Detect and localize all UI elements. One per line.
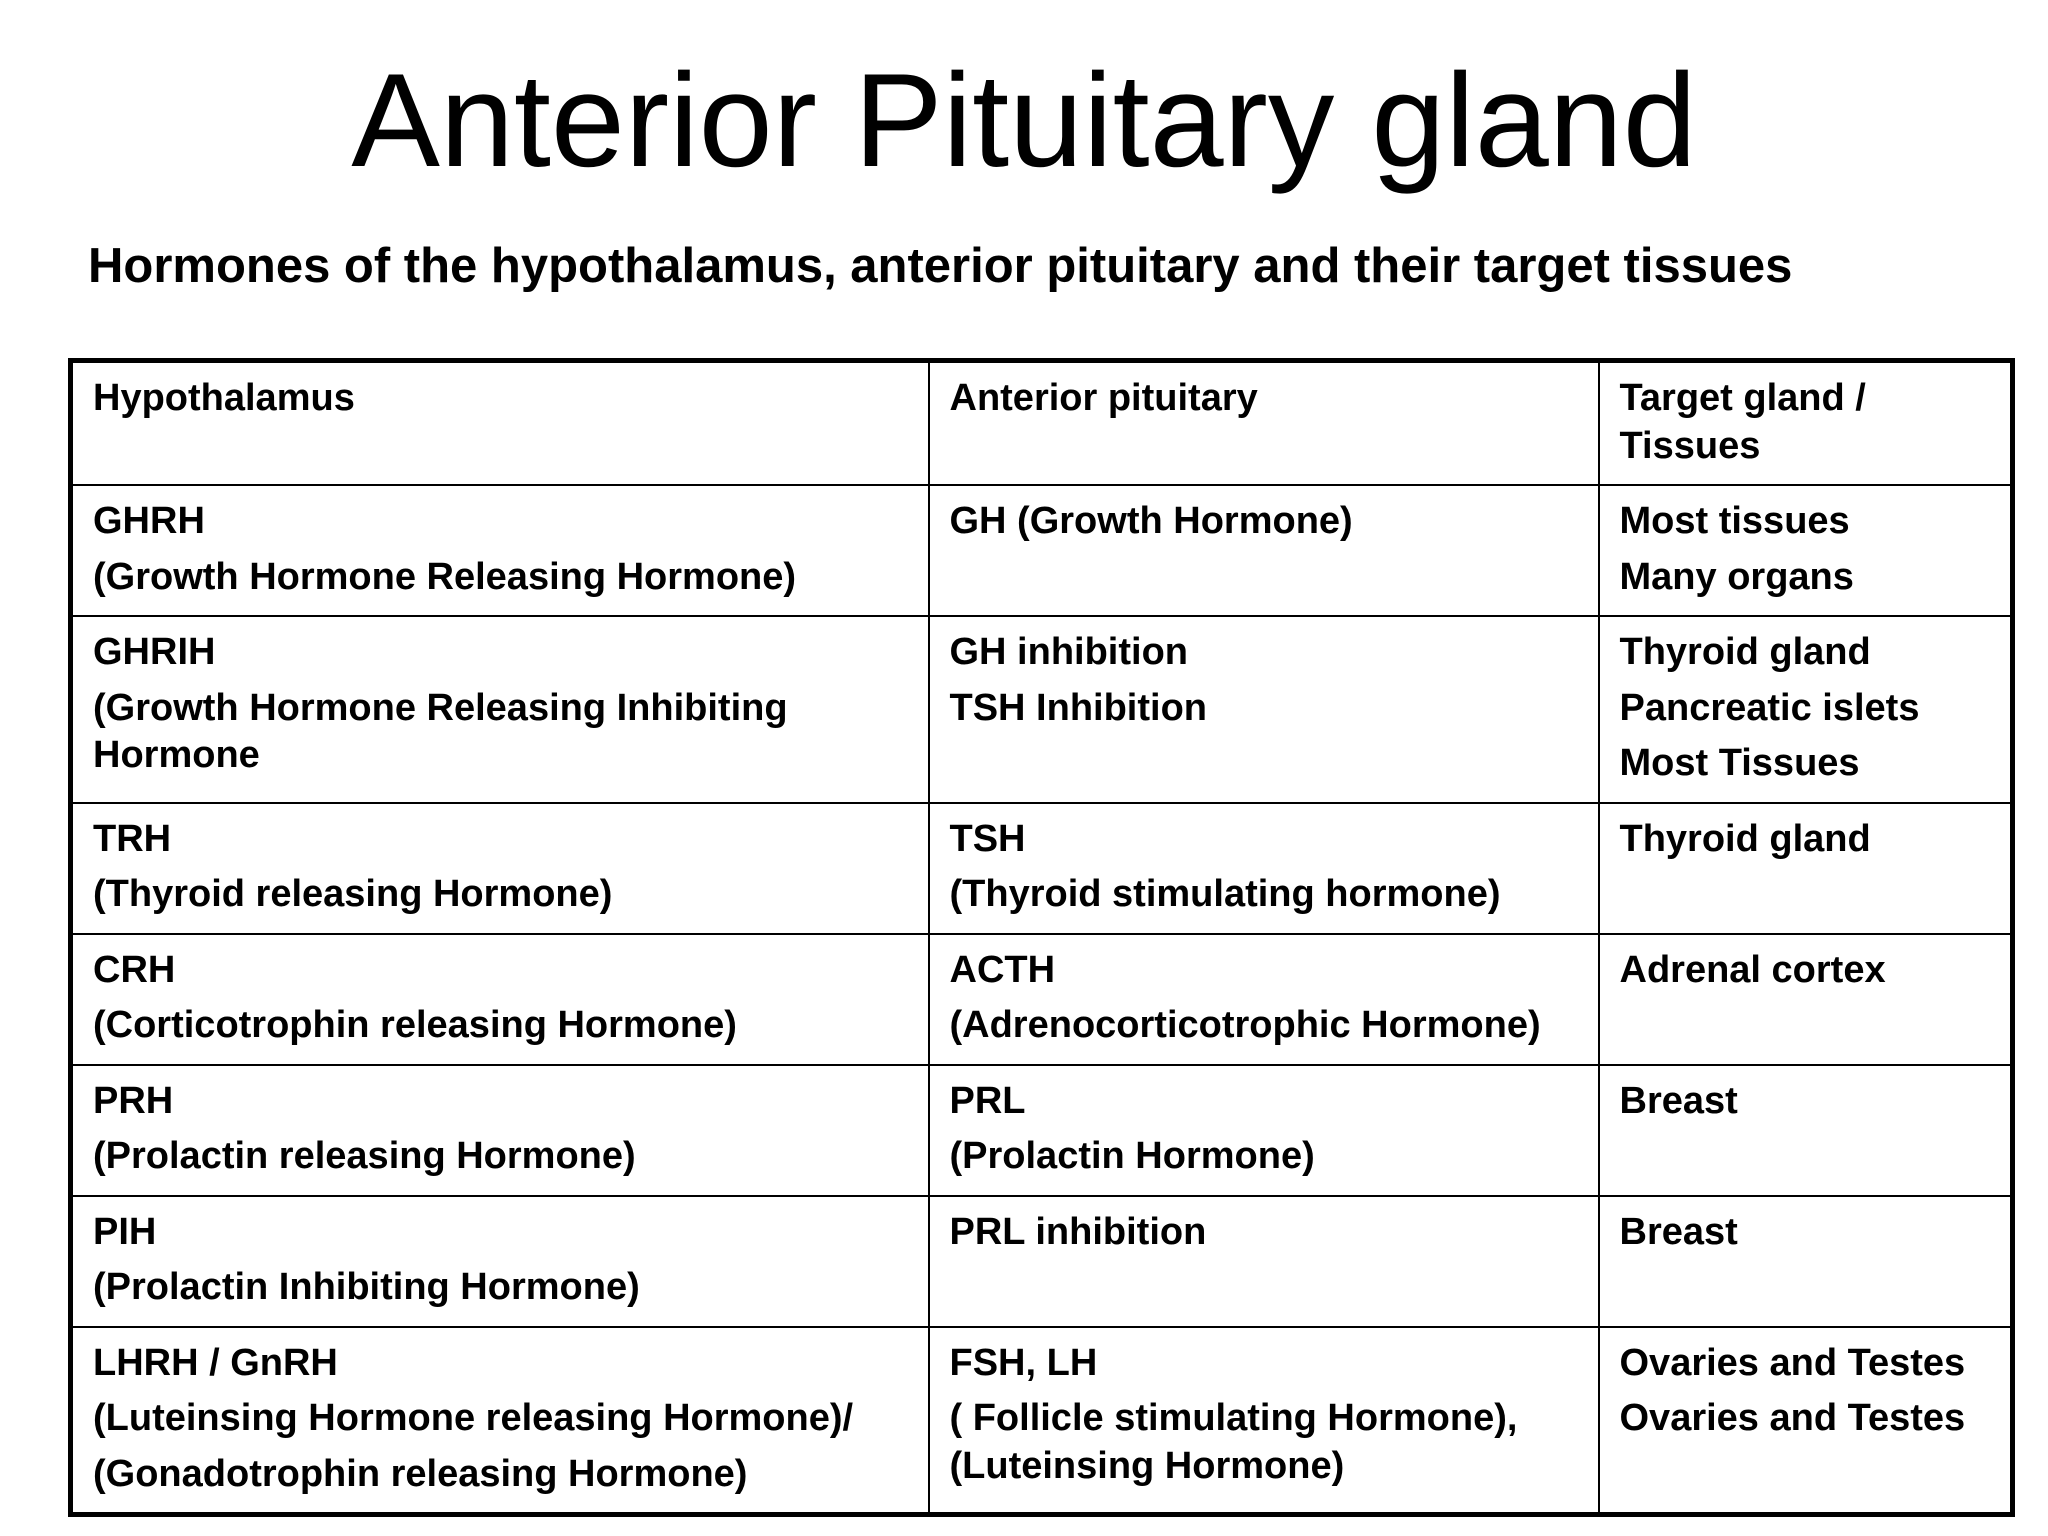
- cell-text: TSH: [949, 817, 1026, 860]
- cell-text: Many organs: [1619, 555, 1854, 598]
- cell-text: PRL inhibition: [949, 1210, 1207, 1253]
- cell-text: ( Follicle stimulating Hormone),: [949, 1397, 1518, 1439]
- cell-target: [1599, 1065, 2013, 1196]
- cell-hypothalamus: [71, 934, 929, 1065]
- cell-text: PRL: [949, 1079, 1026, 1122]
- table-row: [71, 803, 2013, 934]
- cell-text: Thyroid gland: [1619, 817, 1871, 860]
- cell-text: (Gonadotrophin releasing Hormone): [93, 1452, 748, 1495]
- cell-text: (Growth Hormone Releasing Hormone): [93, 555, 797, 598]
- cell-text: (Growth Hormone Releasing Inhibiting Hormone: [93, 686, 788, 776]
- cell-text: ACTH: [949, 948, 1056, 991]
- header-target: Target gland / Tissues: [1599, 361, 2013, 486]
- table-row: [71, 485, 2013, 616]
- table-row: [71, 934, 2013, 1065]
- cell-pituitary: [929, 1327, 1599, 1515]
- cell-text: (Thyroid stimulating hormone): [949, 873, 1501, 915]
- header-hypothalamus: Hypothalamus: [71, 361, 929, 486]
- cell-text: GH (Growth Hormone): [949, 500, 1353, 542]
- table-row: [71, 1327, 2013, 1515]
- cell-hypothalamus: [71, 1196, 929, 1327]
- cell-target: [1599, 1196, 2013, 1327]
- cell-text: Breast: [1619, 1079, 1738, 1122]
- cell-hypothalamus: [71, 1065, 929, 1196]
- cell-hypothalamus: [71, 1327, 929, 1515]
- cell-pituitary: [929, 616, 1599, 803]
- cell-target: [1599, 616, 2013, 803]
- cell-text: Most tissues: [1619, 500, 1850, 542]
- cell-text: GHRIH: [93, 631, 216, 673]
- cell-pituitary: [929, 1196, 1599, 1327]
- cell-text: Ovaries and Testes: [1619, 1341, 1966, 1384]
- cell-text: Adrenal cortex: [1619, 948, 1886, 991]
- cell-text: GHRH: [93, 500, 205, 542]
- cell-text: PIH: [93, 1210, 157, 1253]
- cell-text: (Prolactin Hormone): [949, 1135, 1315, 1177]
- cell-text: (Luteinsing Hormone): [949, 1444, 1345, 1487]
- cell-target: [1599, 1327, 2013, 1515]
- cell-text: Ovaries and Testes: [1619, 1397, 1966, 1439]
- slide-title: Anterior Pituitary gland: [351, 47, 1697, 195]
- table-header-row: [71, 361, 2013, 486]
- cell-pituitary: [929, 1065, 1599, 1196]
- cell-text: TRH: [93, 817, 172, 860]
- cell-target: [1599, 485, 2013, 616]
- cell-text: LHRH / GnRH: [93, 1341, 338, 1384]
- cell-text: (Adrenocorticotrophic Hormone): [949, 1004, 1541, 1046]
- cell-pituitary: [929, 485, 1599, 616]
- cell-hypothalamus: [71, 616, 929, 803]
- cell-text: FSH, LH: [949, 1341, 1098, 1384]
- cell-text: (Luteinsing Hormone releasing Hormone)/: [93, 1397, 854, 1439]
- cell-text: Most Tissues: [1619, 742, 1860, 784]
- cell-text: CRH: [93, 948, 176, 991]
- cell-text: Breast: [1619, 1210, 1738, 1253]
- table-row: [71, 1065, 2013, 1196]
- cell-text: (Prolactin Inhibiting Hormone): [93, 1266, 640, 1308]
- cell-pituitary: [929, 803, 1599, 934]
- slide-subtitle: Hormones of the hypothalamus, anterior pituitary and their target tissues: [88, 239, 1793, 293]
- cell-text: (Prolactin releasing Hormone): [93, 1135, 636, 1177]
- header-anterior-pituitary: Anterior pituitary: [929, 361, 1599, 486]
- table-row: [71, 616, 2013, 803]
- cell-target: [1599, 803, 2013, 934]
- cell-text: Pancreatic islets: [1619, 686, 1920, 729]
- cell-text: (Thyroid releasing Hormone): [93, 873, 613, 915]
- cell-hypothalamus: [71, 485, 929, 616]
- cell-text: Thyroid gland: [1619, 631, 1871, 673]
- cell-text: TSH Inhibition: [949, 686, 1208, 729]
- cell-text: PRH: [93, 1079, 174, 1122]
- table-row: [71, 1196, 2013, 1327]
- cell-text: (Corticotrophin releasing Hormone): [93, 1004, 737, 1046]
- cell-target: [1599, 934, 2013, 1065]
- cell-pituitary: [929, 934, 1599, 1065]
- hormone-table: [68, 358, 2015, 1517]
- cell-hypothalamus: [71, 803, 929, 934]
- cell-text: GH inhibition: [949, 631, 1189, 673]
